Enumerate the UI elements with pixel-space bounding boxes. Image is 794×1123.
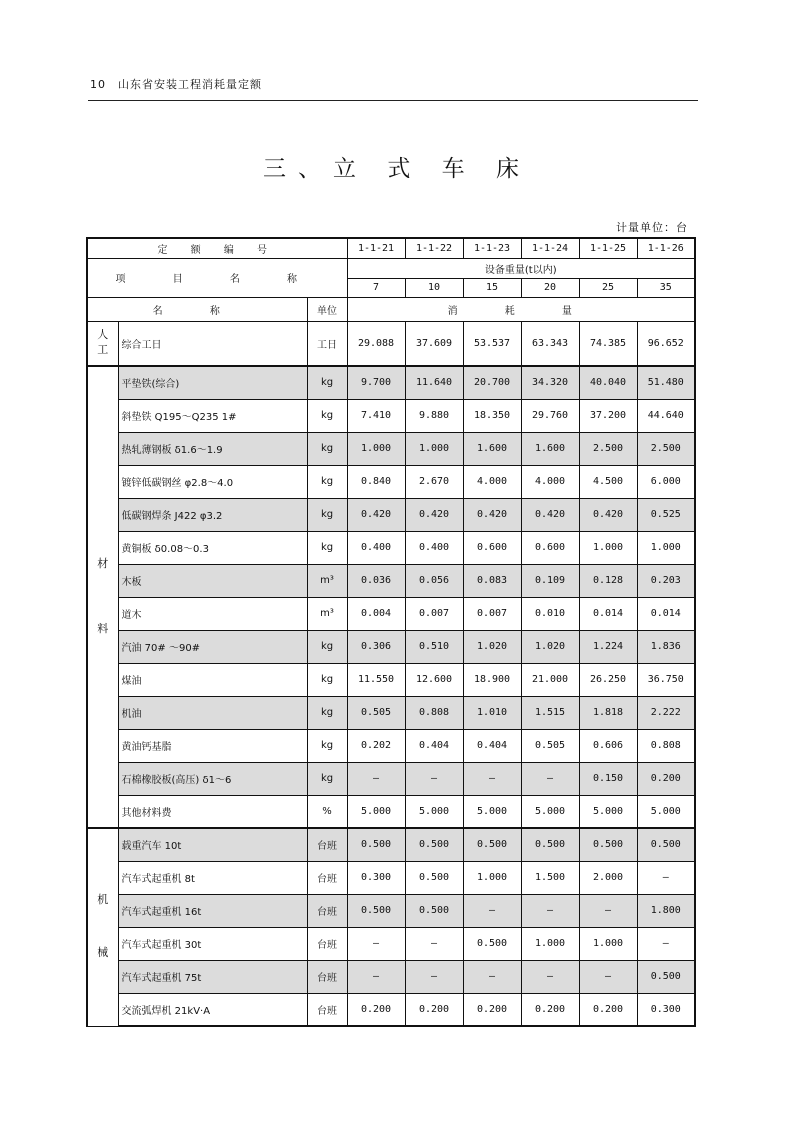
consumption-value: 0.010 <box>521 597 579 630</box>
consumption-value: 7.410 <box>347 399 405 432</box>
consumption-value: 2.500 <box>637 432 695 465</box>
consumption-value: 2.670 <box>405 465 463 498</box>
item-unit: m³ <box>307 597 347 630</box>
consumption-value: 0.004 <box>347 597 405 630</box>
weight-value: 20 <box>521 278 579 297</box>
consumption-value: 96.652 <box>637 321 695 366</box>
materials-row <box>87 663 695 696</box>
consumption-value: 0.200 <box>637 762 695 795</box>
item-unit: kg <box>307 498 347 531</box>
item-name: 汽车式起重机 16t <box>118 894 307 927</box>
item-name: 镀锌低碳钢丝 φ2.8～4.0 <box>118 465 307 498</box>
consumption-value: 1.000 <box>637 531 695 564</box>
item-unit: kg <box>307 432 347 465</box>
consumption-value: 0.505 <box>521 729 579 762</box>
consumption-value: 9.700 <box>347 366 405 399</box>
consumption-value: 11.550 <box>347 663 405 696</box>
materials-row <box>87 696 695 729</box>
consumption-value: 0.056 <box>405 564 463 597</box>
consumption-value: 0.200 <box>521 993 579 1026</box>
consumption-value: 0.400 <box>347 531 405 564</box>
consumption-value: 5.000 <box>463 795 521 828</box>
item-name: 斜垫铁 Q195～Q235 1# <box>118 399 307 432</box>
materials-row <box>87 465 695 498</box>
page-number: 10 <box>90 78 106 91</box>
consumption-value: 0.500 <box>637 828 695 861</box>
consumption-value: 1.800 <box>637 894 695 927</box>
consumption-value: 0.404 <box>463 729 521 762</box>
item-name: 机油 <box>118 696 307 729</box>
consumption-value: 0.128 <box>579 564 637 597</box>
consumption-value: 0.400 <box>405 531 463 564</box>
quota-table <box>86 237 696 1027</box>
consumption-value: 5.000 <box>347 795 405 828</box>
materials-row <box>87 762 695 795</box>
consumption-value: — <box>579 960 637 993</box>
consumption-value: 0.500 <box>463 927 521 960</box>
consumption-value: — <box>521 762 579 795</box>
machinery-row <box>87 927 695 960</box>
consumption-value: 0.420 <box>521 498 579 531</box>
consumption-value: 26.250 <box>579 663 637 696</box>
consumption-value: 0.007 <box>463 597 521 630</box>
consumption-value: 0.083 <box>463 564 521 597</box>
machinery-row <box>87 894 695 927</box>
consumption-value: 34.320 <box>521 366 579 399</box>
item-unit: kg <box>307 762 347 795</box>
consumption-value: — <box>637 927 695 960</box>
consumption-value: — <box>405 762 463 795</box>
consumption-value: — <box>405 927 463 960</box>
consumption-value: 0.306 <box>347 630 405 663</box>
consumption-value: 0.840 <box>347 465 405 498</box>
consumption-value: 0.500 <box>347 828 405 861</box>
materials-row <box>87 564 695 597</box>
book-title: 山东省安装工程消耗量定额 <box>118 78 262 91</box>
consumption-value: 0.808 <box>405 696 463 729</box>
machinery-group-char: 械 <box>97 946 109 960</box>
consumption-value: 0.500 <box>463 828 521 861</box>
item-name: 石棉橡胶板(高压) δ1～6 <box>118 762 307 795</box>
quota-code: 1-1-23 <box>463 238 521 258</box>
item-unit: kg <box>307 630 347 663</box>
labor-group-char: 工 <box>97 343 109 357</box>
consumption-value: — <box>347 762 405 795</box>
item-unit: kg <box>307 366 347 399</box>
quota-code: 1-1-26 <box>637 238 695 258</box>
consumption-value: 0.600 <box>463 531 521 564</box>
page-title: 三、立 式 车 床 <box>263 156 531 182</box>
consumption-value: 18.350 <box>463 399 521 432</box>
item-unit: kg <box>307 663 347 696</box>
item-unit: 台班 <box>307 960 347 993</box>
quota-code: 1-1-22 <box>405 238 463 258</box>
consumption-value: 74.385 <box>579 321 637 366</box>
weight-value: 10 <box>405 278 463 297</box>
consumption-value: 1.000 <box>579 927 637 960</box>
consumption-value: 1.000 <box>579 531 637 564</box>
item-name: 其他材料费 <box>118 795 307 828</box>
consumption-value: 0.500 <box>405 828 463 861</box>
consumption-value: 0.500 <box>405 861 463 894</box>
quota-code: 1-1-21 <box>347 238 405 258</box>
consumption-value: 36.750 <box>637 663 695 696</box>
consumption-value: 0.014 <box>579 597 637 630</box>
consumption-value: 2.222 <box>637 696 695 729</box>
materials-group-char: 料 <box>97 622 109 635</box>
consumption-value: 0.404 <box>405 729 463 762</box>
consumption-value: 0.420 <box>579 498 637 531</box>
weight-value: 35 <box>637 278 695 297</box>
consumption-value: 1.818 <box>579 696 637 729</box>
consumption-value: 0.606 <box>579 729 637 762</box>
consumption-value: — <box>347 927 405 960</box>
item-unit: kg <box>307 729 347 762</box>
consumption-value: 0.200 <box>347 993 405 1026</box>
consumption-value: 1.600 <box>463 432 521 465</box>
consumption-value: 1.836 <box>637 630 695 663</box>
consumption-value: 29.760 <box>521 399 579 432</box>
consumption-value: 44.640 <box>637 399 695 432</box>
labor-group-label <box>87 321 118 366</box>
column-header-row <box>87 297 695 321</box>
item-unit: 台班 <box>307 894 347 927</box>
weight-label: 设备重量(t以内) <box>347 258 695 278</box>
item-name: 汽车式起重机 8t <box>118 861 307 894</box>
consumption-value: — <box>347 960 405 993</box>
materials-row <box>87 597 695 630</box>
item-name-label: 项 目 名 称 <box>87 258 347 297</box>
item-unit: kg <box>307 465 347 498</box>
consumption-value: — <box>521 894 579 927</box>
consumption-value: 1.500 <box>521 861 579 894</box>
consumption-value: 0.202 <box>347 729 405 762</box>
consumption-value: 0.203 <box>637 564 695 597</box>
consumption-value: 0.007 <box>405 597 463 630</box>
labor-group-char: 人 <box>97 328 109 342</box>
item-unit: m³ <box>307 564 347 597</box>
consumption-value: 1.010 <box>463 696 521 729</box>
item-unit: 台班 <box>307 861 347 894</box>
consumption-value: — <box>521 960 579 993</box>
consumption-value: 0.505 <box>347 696 405 729</box>
item-name: 道木 <box>118 597 307 630</box>
name-column-header: 名 称 <box>87 297 307 321</box>
item-unit: 台班 <box>307 993 347 1026</box>
consumption-value: 1.000 <box>521 927 579 960</box>
quota-code-row <box>87 238 695 258</box>
item-unit: 台班 <box>307 927 347 960</box>
consumption-value: 20.700 <box>463 366 521 399</box>
consumption-value: 5.000 <box>405 795 463 828</box>
weight-value: 7 <box>347 278 405 297</box>
machinery-row <box>87 861 695 894</box>
consumption-value: 0.300 <box>347 861 405 894</box>
consumption-value: 0.300 <box>637 993 695 1026</box>
consumption-value: 0.600 <box>521 531 579 564</box>
item-unit: 台班 <box>307 828 347 861</box>
consumption-value: 5.000 <box>579 795 637 828</box>
consumption-value: — <box>463 894 521 927</box>
consumption-value: 40.040 <box>579 366 637 399</box>
materials-row <box>87 729 695 762</box>
materials-row <box>87 432 695 465</box>
materials-row <box>87 498 695 531</box>
consumption-value: 2.000 <box>579 861 637 894</box>
item-name: 交流弧焊机 21kV·A <box>118 993 307 1026</box>
consumption-value: 4.000 <box>463 465 521 498</box>
consumption-value: 1.515 <box>521 696 579 729</box>
consumption-value: 1.000 <box>463 861 521 894</box>
unit-note: 计量单位：台 <box>616 221 688 234</box>
consumption-value: 1.600 <box>521 432 579 465</box>
consumption-value: — <box>637 861 695 894</box>
consumption-value: 18.900 <box>463 663 521 696</box>
consumption-value: 1.000 <box>405 432 463 465</box>
item-name: 综合工日 <box>118 321 307 366</box>
machinery-row <box>87 960 695 993</box>
item-name: 黄油钙基脂 <box>118 729 307 762</box>
consumption-value: — <box>405 960 463 993</box>
machinery-row <box>87 828 695 861</box>
item-name: 热轧薄钢板 δ1.6～1.9 <box>118 432 307 465</box>
materials-row <box>87 399 695 432</box>
consumption-value: — <box>463 960 521 993</box>
consumption-value: — <box>579 894 637 927</box>
consumption-value: 0.500 <box>405 894 463 927</box>
consumption-value: 2.500 <box>579 432 637 465</box>
weight-label-row <box>87 258 695 278</box>
quota-code: 1-1-25 <box>579 238 637 258</box>
consumption-value: 29.088 <box>347 321 405 366</box>
consumption-value: 1.020 <box>521 630 579 663</box>
item-name: 低碳钢焊条 J422 φ3.2 <box>118 498 307 531</box>
consumption-value: 21.000 <box>521 663 579 696</box>
consumption-value: 0.500 <box>579 828 637 861</box>
item-name: 汽车式起重机 30t <box>118 927 307 960</box>
consumption-value: 0.200 <box>579 993 637 1026</box>
consumption-value: 0.014 <box>637 597 695 630</box>
machinery-row <box>87 993 695 1026</box>
consumption-value: 4.000 <box>521 465 579 498</box>
consumption-value: 0.109 <box>521 564 579 597</box>
page-header <box>90 76 700 92</box>
consumption-value: 37.609 <box>405 321 463 366</box>
consumption-value: 12.600 <box>405 663 463 696</box>
consumption-column-header: 消 耗 量 <box>347 297 695 321</box>
quota-code-label: 定 额 编 号 <box>87 238 347 258</box>
machinery-group-char: 机 <box>97 893 109 907</box>
consumption-value: 0.525 <box>637 498 695 531</box>
materials-row <box>87 366 695 399</box>
machinery-group-label <box>87 828 118 1026</box>
consumption-value: 63.343 <box>521 321 579 366</box>
item-name: 汽油 70# ～90# <box>118 630 307 663</box>
labor-row <box>87 321 695 366</box>
consumption-value: 0.420 <box>347 498 405 531</box>
materials-group-char: 材 <box>97 557 109 571</box>
weight-value: 25 <box>579 278 637 297</box>
consumption-value: 0.150 <box>579 762 637 795</box>
consumption-value: 4.500 <box>579 465 637 498</box>
consumption-value: — <box>463 762 521 795</box>
consumption-value: 0.510 <box>405 630 463 663</box>
item-name: 平垫铁(综合) <box>118 366 307 399</box>
header-rule <box>88 100 698 101</box>
consumption-value: 1.020 <box>463 630 521 663</box>
consumption-value: 0.500 <box>521 828 579 861</box>
materials-group-label <box>87 366 118 828</box>
consumption-value: 6.000 <box>637 465 695 498</box>
consumption-value: 0.420 <box>405 498 463 531</box>
consumption-value: 0.808 <box>637 729 695 762</box>
consumption-value: 0.500 <box>637 960 695 993</box>
consumption-value: 11.640 <box>405 366 463 399</box>
item-unit: kg <box>307 399 347 432</box>
consumption-value: 0.420 <box>463 498 521 531</box>
consumption-value: 0.200 <box>405 993 463 1026</box>
consumption-value: 0.200 <box>463 993 521 1026</box>
materials-row <box>87 630 695 663</box>
item-name: 黄铜板 δ0.08～0.3 <box>118 531 307 564</box>
consumption-value: 0.500 <box>347 894 405 927</box>
consumption-value: 5.000 <box>637 795 695 828</box>
quota-code: 1-1-24 <box>521 238 579 258</box>
item-name: 载重汽车 10t <box>118 828 307 861</box>
item-name: 木板 <box>118 564 307 597</box>
consumption-value: 53.537 <box>463 321 521 366</box>
item-unit: % <box>307 795 347 828</box>
item-unit: 工日 <box>307 321 347 366</box>
consumption-value: 0.036 <box>347 564 405 597</box>
weight-value: 15 <box>463 278 521 297</box>
consumption-value: 51.480 <box>637 366 695 399</box>
materials-row <box>87 795 695 828</box>
item-name: 汽车式起重机 75t <box>118 960 307 993</box>
consumption-value: 1.224 <box>579 630 637 663</box>
consumption-value: 37.200 <box>579 399 637 432</box>
item-unit: kg <box>307 531 347 564</box>
unit-column-header: 单位 <box>307 297 347 321</box>
consumption-value: 5.000 <box>521 795 579 828</box>
consumption-value: 1.000 <box>347 432 405 465</box>
item-name: 煤油 <box>118 663 307 696</box>
consumption-value: 9.880 <box>405 399 463 432</box>
item-unit: kg <box>307 696 347 729</box>
materials-row <box>87 531 695 564</box>
